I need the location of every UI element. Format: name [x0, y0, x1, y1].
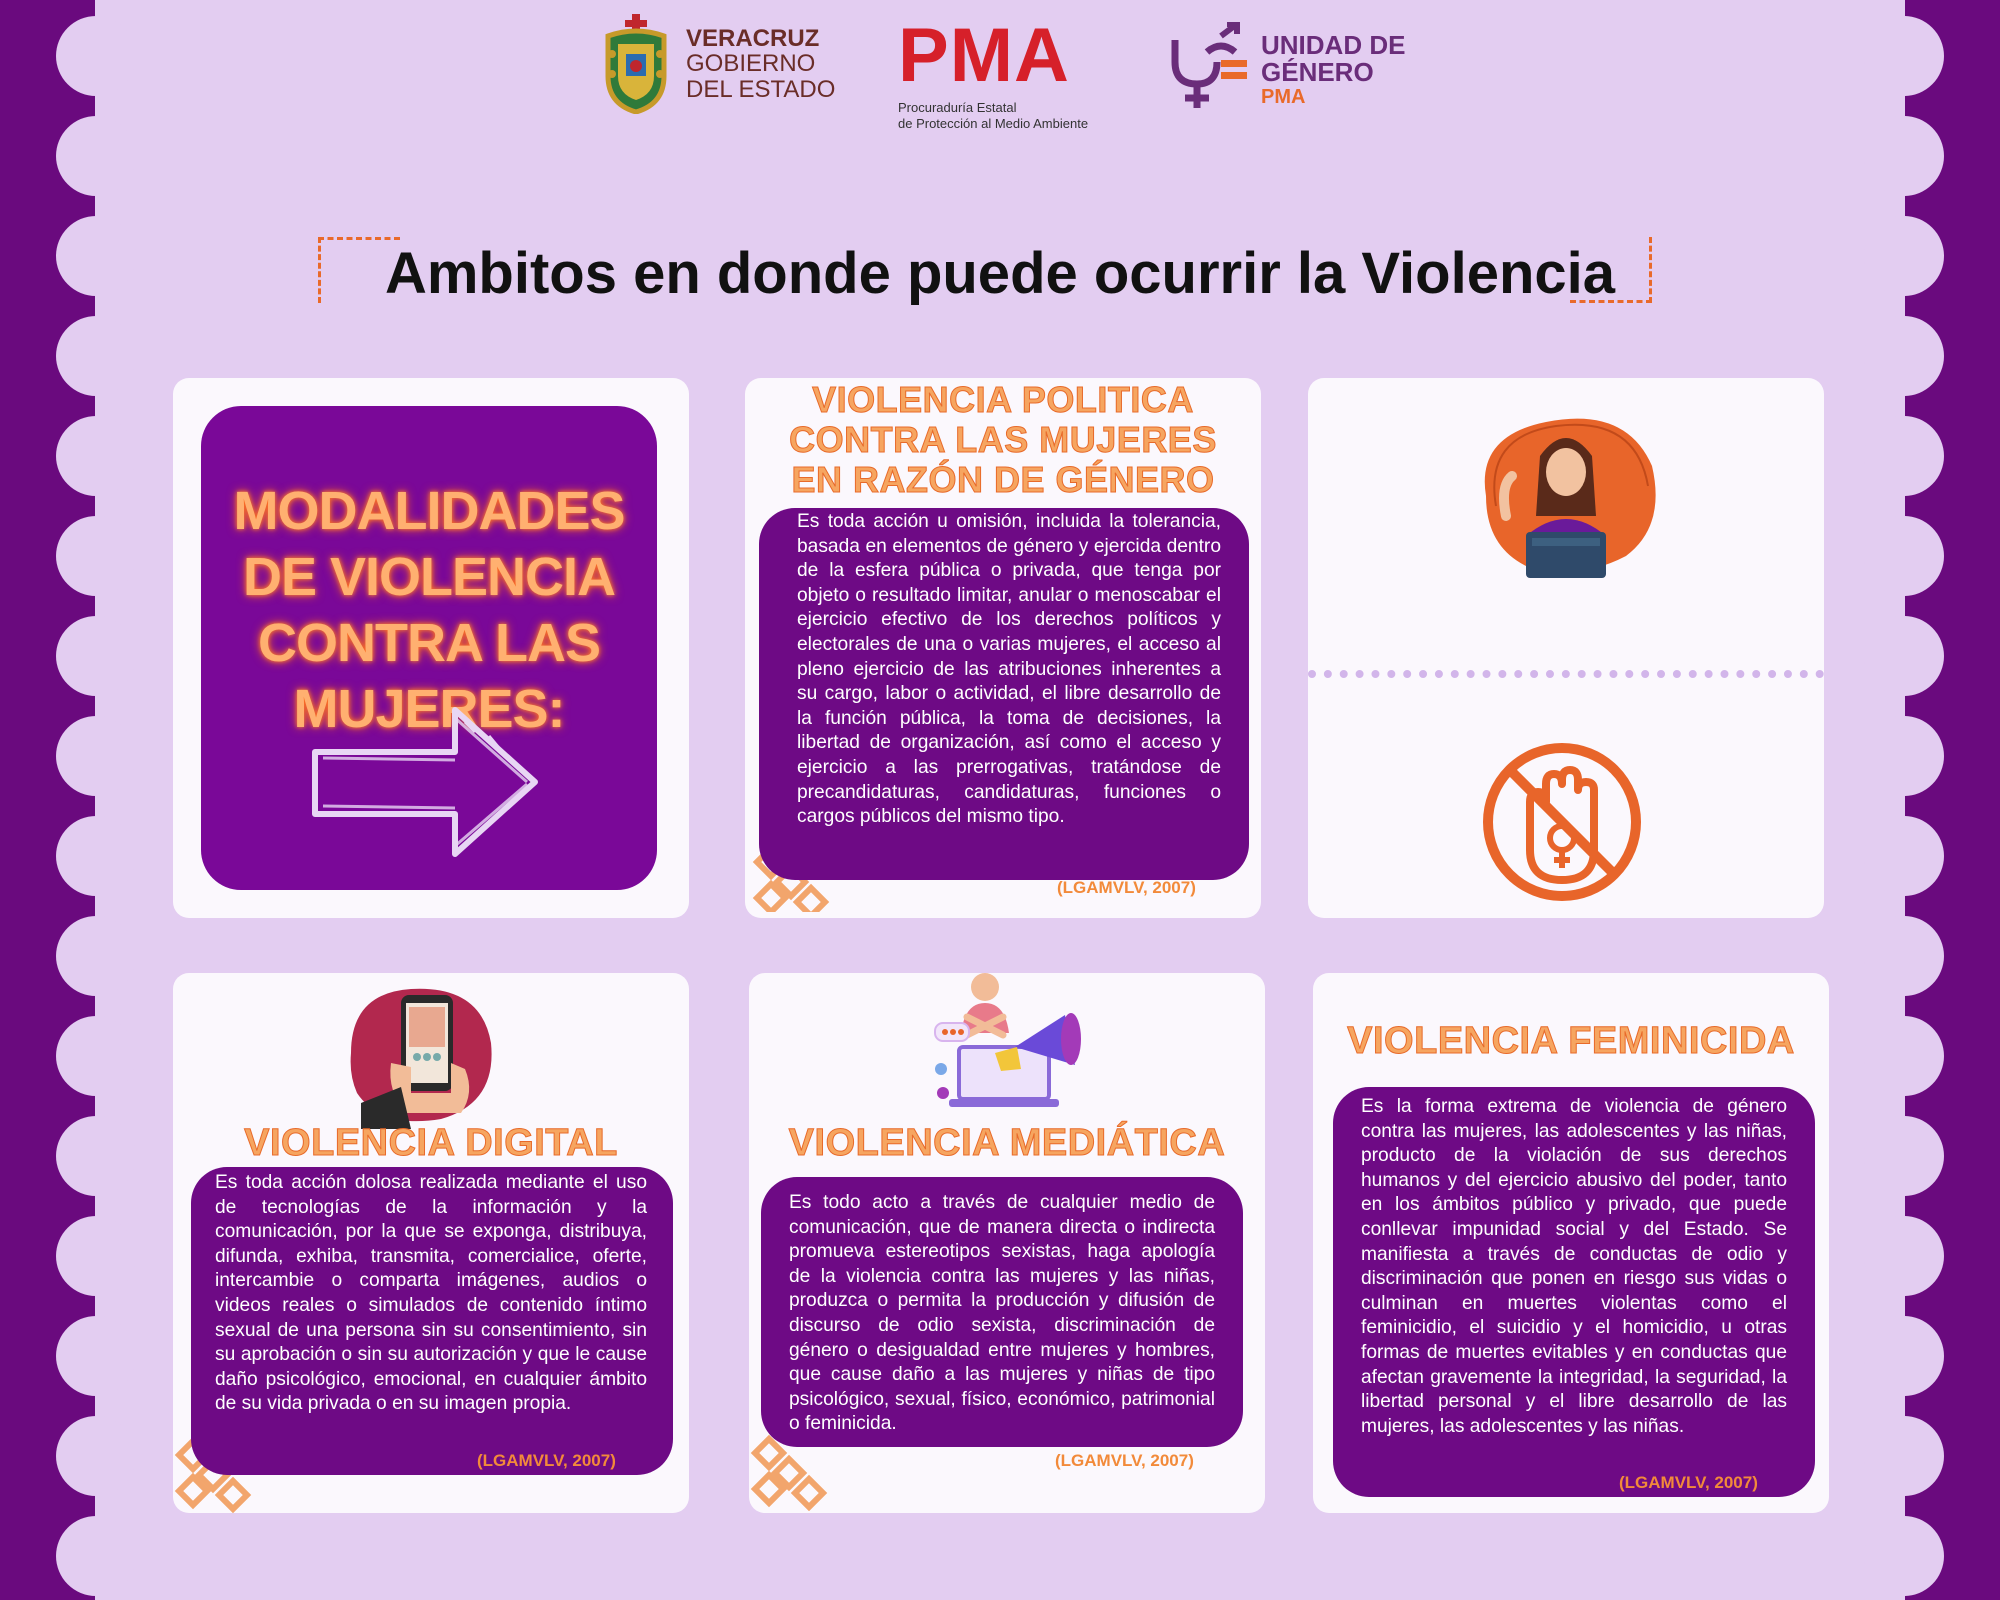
- card-icons: [1308, 378, 1824, 918]
- feminicida-text-box: [1333, 1087, 1815, 1497]
- scallop-edge: [56, 416, 136, 496]
- scallop-edge: [1864, 1116, 1944, 1196]
- veracruz-line2: GOBIERNO: [686, 50, 816, 78]
- scallop-edge: [1864, 1416, 1944, 1496]
- woman-at-podium-icon: [1466, 406, 1666, 584]
- pma-line2: de Protección al Medio Ambiente: [898, 115, 1089, 131]
- politica-text-box: [759, 508, 1249, 880]
- unidad-line1: UNIDAD DE: [1261, 29, 1406, 60]
- modalidades-title: MODALIDADES DE VIOLENCIA CONTRA LAS MUJERES:: [233, 481, 625, 739]
- card-modalidades: [173, 378, 689, 918]
- veracruz-logo: [600, 14, 835, 114]
- pma-name: PMA: [898, 13, 1070, 98]
- politica-title: VIOLENCIA POLITICA CONTRA LAS MUJERES EN RAZÓN DE GÉNERO: [789, 379, 1217, 500]
- scallop-edge: [56, 1016, 136, 1096]
- stop-hand-female-symbol-icon: [1480, 740, 1644, 904]
- mediatica-text-box: [761, 1177, 1243, 1447]
- unidad-genero-logo: [1165, 22, 1405, 118]
- header: [0, 8, 2000, 131]
- veracruz-line3: DEL ESTADO: [686, 75, 836, 103]
- card-violencia-feminicida: [1313, 973, 1829, 1513]
- feminicida-title: VIOLENCIA FEMINICIDA: [1347, 1020, 1795, 1062]
- unidad-line3: PMA: [1261, 86, 1306, 109]
- card-violencia-politica: [745, 378, 1261, 918]
- scallop-edge: [56, 1516, 136, 1596]
- page-title: Ambitos en donde puede ocurrir la Violencia: [384, 241, 1616, 306]
- scallop-edge: [1864, 816, 1944, 896]
- card-violencia-digital: [173, 973, 689, 1513]
- scallop-edge: [56, 1116, 136, 1196]
- scallop-edge: [56, 1316, 136, 1396]
- mediatica-citation: (LGAMVLV, 2007): [1055, 1451, 1194, 1470]
- title-bracket-left: [318, 237, 400, 303]
- scallop-edge: [1864, 316, 1944, 396]
- politica-citation: (LGAMVLV, 2007): [1057, 878, 1196, 897]
- feminicida-text: Es la forma extrema de violencia de género contra las mujeres, las adolescentes y las niñas, producto de la violación de sus derechos humanos y del ejercicio abusivo del poder, tanto en los ámbitos público y privado, que puede conllevar impunidad social y del Estado. Se manifiesta a través de conductas de odio y discriminación que ponen en riesgo sus vidas o culminan en muertes violentas como el feminicidio, el suicidio y el homicidio, u otras formas de muertes evitables y en conductas que afectan gravemente la integridad, la seguridad, la libertad personal y el libre desarrollo de las mujeres, las adolescentes y las niñas.: [1361, 1096, 1787, 1437]
- scallop-edge: [56, 516, 136, 596]
- politica-text: Es toda acción u omisión, incluida la tolerancia, basada en elementos de género y ejercida dentro de la esfera pública o privada, que tenga por objeto o resultado limitar, anular o menoscabar el ejercicio efectivo de los derechos políticos y electorales de una o varias mujeres, el acceso al pleno ejercicio de las atribuciones inherentes a su cargo, labor o actividad, el libre desarrollo de la función pública, la toma de decisiones, la libertad de organización, así como el acceso y ejercicio a las prerrogativas, tratándose de precandidaturas, candidaturas, funciones o cargos públicos del mismo tipo.: [797, 511, 1221, 828]
- scallop-edge: [1864, 1316, 1944, 1396]
- dashed-divider: [1308, 670, 1824, 678]
- digital-title: VIOLENCIA DIGITAL: [244, 1122, 618, 1164]
- scallop-edge: [56, 616, 136, 696]
- scallop-edge: [56, 1216, 136, 1296]
- scallop-edge: [1864, 1216, 1944, 1296]
- scallop-edge: [56, 316, 136, 396]
- scallop-edge: [1864, 416, 1944, 496]
- title-bracket-right: [1570, 237, 1652, 303]
- scallop-edge: [1864, 716, 1944, 796]
- pma-logo: [898, 13, 1089, 131]
- card-violencia-mediatica: [749, 973, 1265, 1513]
- mediatica-text: Es todo acto a través de cualquier medio de comunicación, que de manera directa o indirecta promueva estereotipos sexistas, haga apología de la violencia contra las mujeres y las niñas, produzca o permita la producción y difusión de discurso de odio sexista, discriminación de género o desigualdad entre mujeres y hombres, que cause daño a las mujeres y niñas de tipo psicológico, sexual, físico, económico, patrimonial o feminicida.: [789, 1192, 1215, 1435]
- modalidades-panel: [201, 406, 657, 890]
- scallop-edge: [56, 816, 136, 896]
- digital-text: Es toda acción dolosa realizada mediante el uso de tecnologías de la información y la comunicación, por la que se exponga, distribuya, difunda, exhiba, transmita, comercialice, oferte, intercambie o comparta imágenes, audios o videos reales o simulados de contenido íntimo sexual de una persona sin su consentimiento, sin su aprobación o sin su autorización y que le cause daño psicológico, emocional, en cualquier ámbito de su vida privada o en su imagen propia.: [215, 1172, 647, 1415]
- unidad-line2: GÉNERO: [1261, 57, 1374, 87]
- mediatica-title: VIOLENCIA MEDIÁTICA: [788, 1122, 1226, 1164]
- digital-citation: (LGAMVLV, 2007): [477, 1451, 616, 1470]
- phone-in-hand-icon: [341, 983, 497, 1129]
- veracruz-line1: VERACRUZ: [686, 25, 820, 53]
- scallop-edge: [56, 716, 136, 796]
- digital-text-box: [191, 1167, 673, 1475]
- veracruz-seal-icon: [600, 14, 672, 114]
- scallop-edge: [1864, 1516, 1944, 1596]
- scallop-edge: [1864, 1016, 1944, 1096]
- scallop-edge: [1864, 916, 1944, 996]
- scallop-edge: [1864, 516, 1944, 596]
- megaphone-laptop-icon: [925, 973, 1095, 1109]
- scallop-edge: [56, 1416, 136, 1496]
- pma-line1: Procuraduría Estatal: [898, 100, 1017, 115]
- scallop-edge: [56, 116, 136, 196]
- arrow-right-icon: [305, 702, 545, 862]
- gender-symbol-icon: [1165, 22, 1253, 118]
- scallop-edge: [1864, 616, 1944, 696]
- scallop-edge: [1864, 116, 1944, 196]
- feminicida-citation: (LGAMVLV, 2007): [1619, 1473, 1758, 1492]
- scallop-edge: [56, 916, 136, 996]
